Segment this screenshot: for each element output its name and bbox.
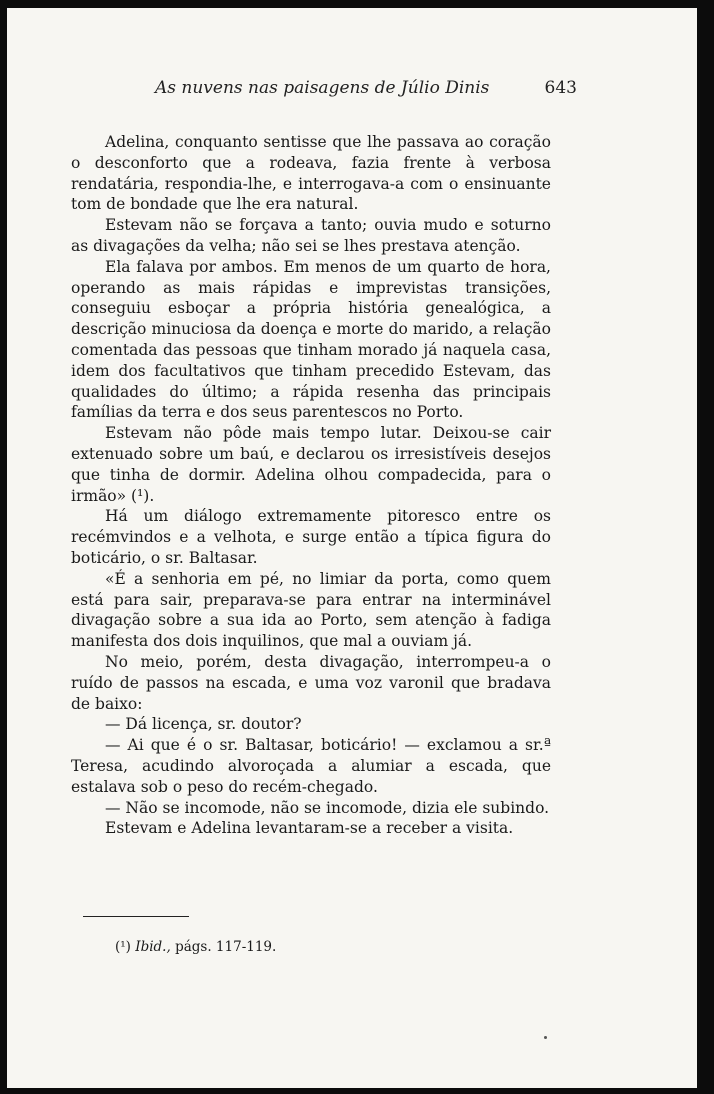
paragraph: Há um diálogo extremamente pitoresco entre os recémvindos e a velhota, e surge então a típica figura do boticário, o sr. Baltasar.: [71, 507, 551, 567]
book-page: [7, 8, 697, 1088]
paragraph: Ela falava por ambos. Em menos de um quarto de hora, operando as mais rápidas e imprevistas transições, conseguiu esboçar a própria história genealógica, a descrição minuciosa da doença e morte do marido, a relação comentada das pessoas que tinham morado já naquela casa, idem dos facultativos que tinham precedido Estevam, das qualidades do último; a rápida resenha das principais famílias da terra e dos seus parentescos no Porto.: [71, 257, 551, 422]
running-title: As nuvens nas paisagens de Júlio Dinis: [155, 78, 490, 98]
paragraph: Adelina, conquanto sentisse que lhe passava ao coração o desconforto que a rodeava, fazia frente à verbosa rendatária, respondia-lhe, e interrogava-a com o ensinuante tom de bondade que lhe era natural.: [71, 133, 551, 214]
dialogue-line: — Não se incomode, não se incomode, dizia ele subindo.: [105, 798, 550, 817]
footnote-rule: [83, 916, 189, 917]
paper-speck: [544, 1036, 547, 1039]
paragraph: Estevam não pôde mais tempo lutar. Deixou-se cair extenuado sobre um baú, e declarou os irresistíveis desejos que tinha de dormir. Adelina olhou compadecida, para o irmão» (¹).: [71, 424, 551, 505]
page-header: [155, 78, 577, 104]
dialogue-line: — Dá licença, sr. doutor?: [105, 715, 302, 734]
footnote: [115, 939, 276, 955]
body-text: [71, 132, 551, 839]
footnote-marker: (¹): [115, 939, 131, 955]
paragraph: Estevam não se forçava a tanto; ouvia mudo e soturno as divagações da velha; não sei se lhes prestava atenção.: [71, 216, 551, 255]
paragraph: No meio, porém, desta divagação, interrompeu-a o ruído de passos na escada, e uma voz varonil que bradava de baixo:: [71, 652, 551, 713]
paragraph: «É a senhoria em pé, no limiar da porta, como quem está para sair, preparava-se para entrar na interminável divagação sobre a sua ida ao Porto, sem atenção à fadiga manifesta dos dois inquilinos, que mal a ouviam já.: [71, 569, 551, 651]
page-number: 643: [544, 78, 577, 98]
dialogue-line: — Ai que é o sr. Baltasar, boticário! — exclamou a sr.ª Teresa, acudindo alvoroçada a alumiar a escada, que estalava sob o peso do recém-chegado.: [71, 736, 551, 796]
footnote-ref: Ibid.,: [135, 939, 171, 955]
closing-paragraph: Estevam e Adelina levantaram-se a receber a visita.: [105, 819, 514, 838]
footnote-pages: págs. 117-119.: [175, 939, 277, 955]
